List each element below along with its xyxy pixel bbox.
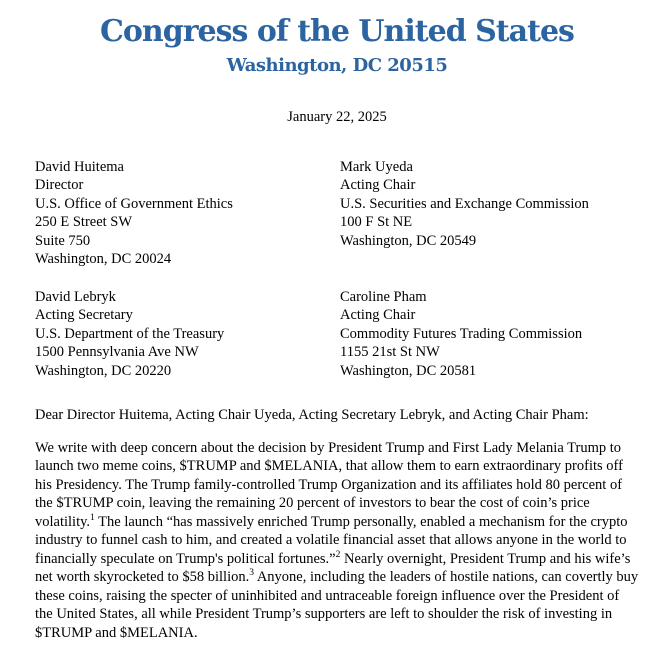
letterhead [35,14,639,78]
recipient-line: 100 F St NE [340,214,413,230]
recipient-line: Washington, DC 20581 [340,362,477,379]
recipient-line: U.S. Department of the Treasury [35,325,225,342]
body-text-run: Nearly overnight, President Trump and his wife’s net worth skyrocketed to $58 billion. [35,550,631,585]
body-paragraph [35,439,639,643]
recipient-line: Washington, DC 20220 [35,362,172,379]
recipient-line: Suite 750 [35,232,91,249]
recipient-line: Washington, DC 20024 [35,251,172,267]
recipient-line: Caroline Pham [340,288,427,305]
body-text-run: We write with deep concern about the decision by President Trump and First Lady Melania Trump to launch two meme coins, $TRUMP and $MELANIA, that allow them to earn extraordinary profits off his Presidency. The Trump family-controlled Trump Organization and its affiliates hold 80 percent of the $TRUMP coin, leaving the remaining 20 percent of investors to bear the cost of coin’s price volatility. [35,439,623,530]
footnote-marker: 3 [249,568,254,579]
salutation: Dear Director Huitema, Acting Chair Uyeda, Acting Secretary Lebryk, and Acting Chair Pham: [35,407,589,423]
recipient-line: Acting Chair [340,307,416,323]
recipient-line: 1500 Pennsylvania Ave NW [35,344,199,360]
footnote-marker: 1 [90,512,95,523]
recipient-line: 1155 21st St NW [340,344,440,360]
recipient-block [35,288,340,381]
letter-date: January 22, 2025 [287,109,387,125]
recipient-line: U.S. Securities and Exchange Commission [340,195,589,212]
footnote-marker: 2 [335,549,341,560]
recipient-line: U.S. Office of Government Ethics [35,195,233,212]
body-text-run: Anyone, including the leaders of hostile nations, can covertly buy these coins, raising the specter of uninhibited and untraceable foreign influence over the President of the United States, all while President Trump’s supporters are left to shoulder the risk of investing in $TRUMP and $MELANIA. [35,569,639,641]
recipient-line: 250 E Street SW [35,214,133,230]
recipient-line: Mark Uyeda [340,158,413,175]
letterhead-title: Congress of the United States [100,14,574,49]
recipient-line: Washington, DC 20549 [340,232,477,249]
recipient-line: Acting Chair [340,177,416,193]
recipient-block [340,288,639,381]
recipient-line: David Lebryk [35,288,116,305]
recipient-block [35,158,340,269]
recipient-line: David Huitema [35,158,124,175]
recipient-line: Commodity Futures Trading Commission [340,325,583,342]
recipient-block [340,158,639,269]
body-text-run: The launch “has massively enriched Trump personally, enabled a mechanism for the crypto industry to funnel cash to him, and created a volatile financial asset that allows anyone in the world to financially speculate on Trump's political fortunes.” [35,513,628,567]
recipients-grid [35,158,639,381]
letterhead-subtitle: Washington, DC 20515 [226,55,448,76]
recipient-line: Acting Secretary [35,307,133,323]
recipient-line: Director [35,177,84,193]
